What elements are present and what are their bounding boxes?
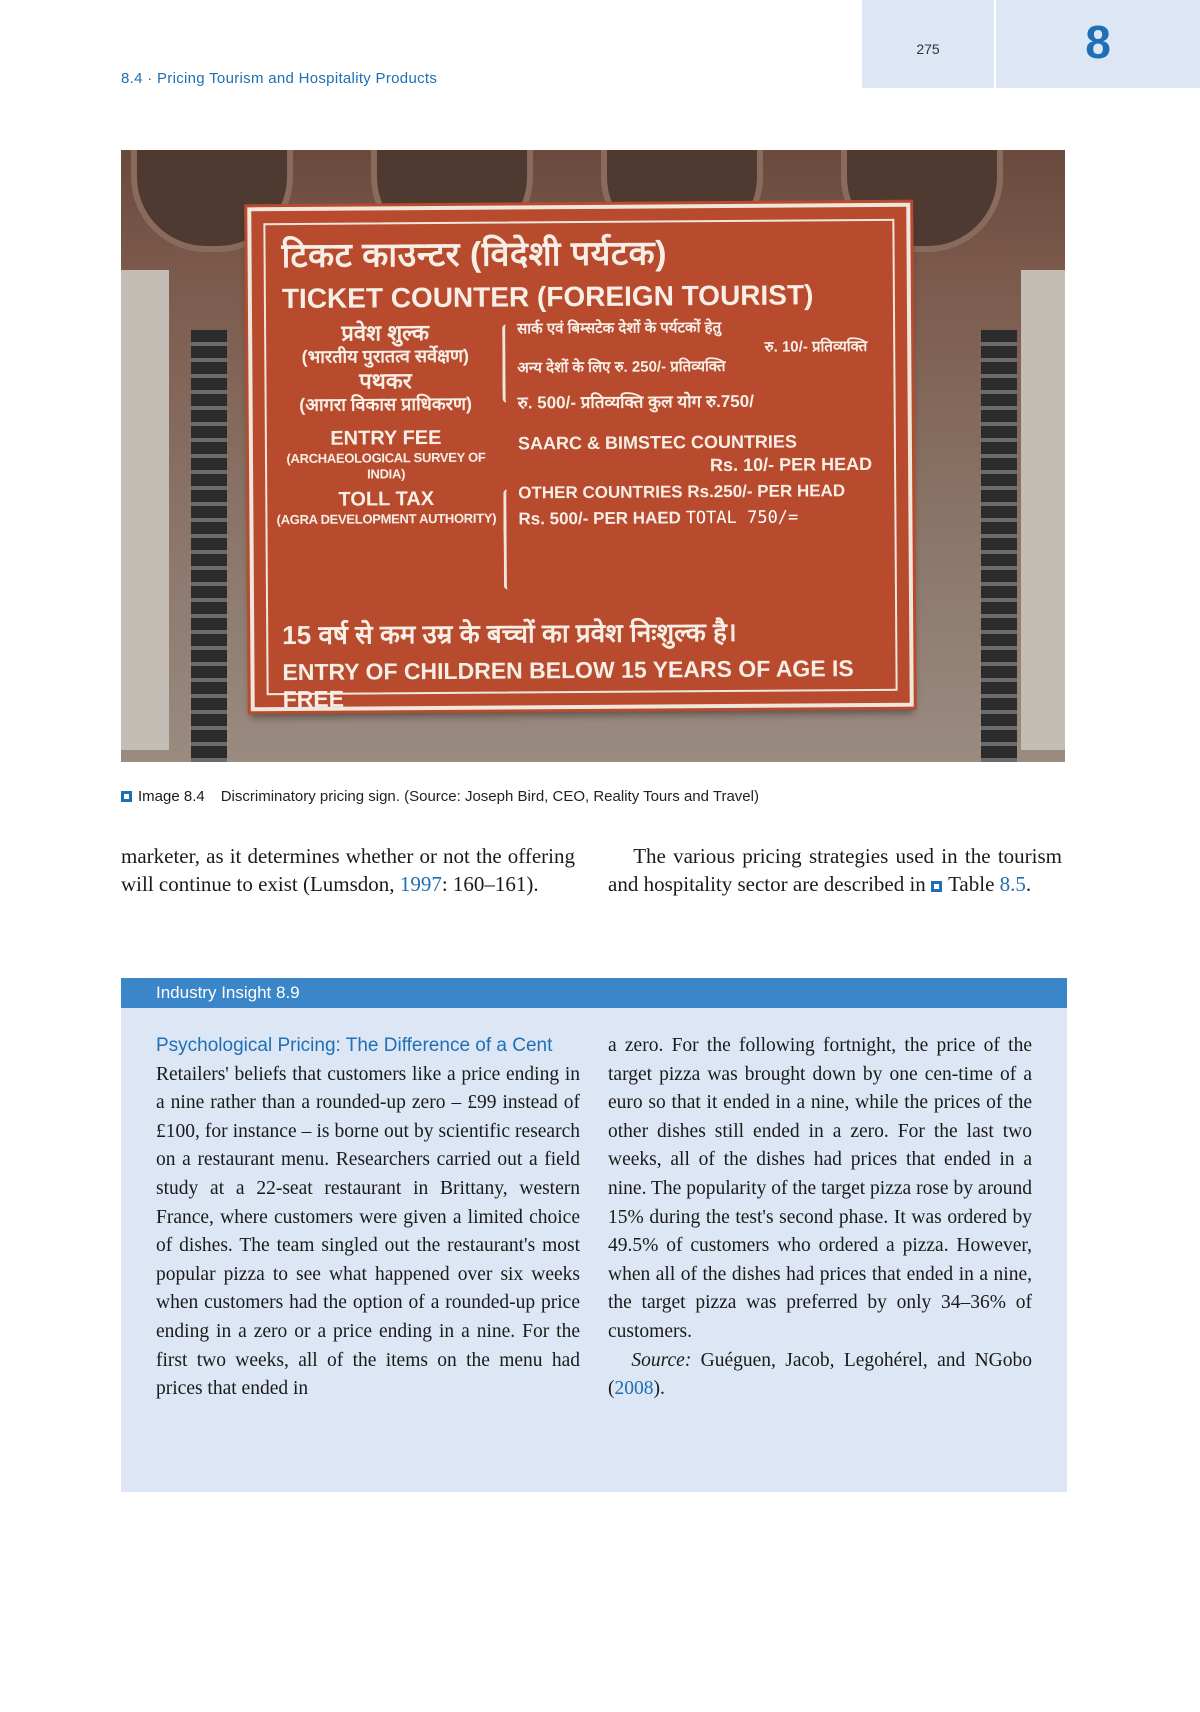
sign-text: TOLL TAX <box>338 488 435 511</box>
source-label: Source: <box>631 1349 692 1371</box>
sign-text: पथकर <box>359 368 412 394</box>
sign-hindi-title: टिकट काउन्टर (विदेशी पर्यटक) <box>281 234 668 276</box>
chapter-number: 8 <box>996 0 1200 88</box>
source-end: ). <box>653 1378 665 1400</box>
sign-text: प्रवेश शुल्क <box>341 320 430 346</box>
insight-source <box>608 1347 1032 1404</box>
sign-title: TICKET COUNTER (FOREIGN TOURIST) <box>281 279 814 315</box>
table-link[interactable]: 8.5 <box>999 872 1026 896</box>
source-link[interactable]: 2008 <box>614 1378 654 1400</box>
sign-text: (ARCHAEOLOGICAL SURVEY OF INDIA) <box>286 449 486 482</box>
page-number: 275 <box>862 0 994 88</box>
sign-text: रु. 10/- प्रतिव्यक्ति <box>764 337 868 356</box>
insight-header-bar: Industry Insight 8.9 <box>121 978 1067 1008</box>
sign-text: Rs. 500/- PER HAED <box>518 508 681 529</box>
sign-photo <box>121 150 1065 762</box>
insight-paragraph: a zero. For the following fortnight, the price of the target pizza was brought down by one cen-time of a euro so that it ended in a nine, while the prices of the other dishes still ended in a zero. For the last two weeks, all of the dishes had prices that ended in a nine. The popularity of the target pizza rose by around 15% during the test's second phase. It was ordered by 49.5% of customers who ordered a pizza. However, when all of the dishes had prices that ended in a nine, the target pizza was preferred by only 34–36% of customers. <box>608 1035 1032 1342</box>
insight-title: Psychological Pricing: The Difference of a Cent <box>156 1035 553 1056</box>
ticket-sign <box>247 203 914 712</box>
table-word: Table <box>948 872 995 896</box>
caption-square-icon <box>121 791 132 802</box>
table-square-icon <box>931 881 942 892</box>
window-grille <box>981 330 1017 762</box>
sign-text: अन्य देशों के लिए रु. 250/- प्रतिव्यक्ति <box>517 357 726 377</box>
body-column-right <box>608 842 1062 898</box>
pillar <box>1021 270 1065 750</box>
insight-box <box>121 1008 1067 1492</box>
body-text: The various pricing strategies used in the tourism and hospitality sector are described in <box>608 844 1062 896</box>
insight-column-right <box>608 1032 1032 1404</box>
body-text: : 160–161). <box>441 872 539 896</box>
sign-left-column <box>270 320 501 528</box>
brace-shape <box>502 324 512 402</box>
source-text: Guéguen, Jacob, Legohérel, and NGobo ( <box>608 1349 1032 1400</box>
sign-text: रु. 500/- प्रतिव्यक्ति कुल योग रु.750/ <box>517 391 754 412</box>
image-caption <box>121 788 759 805</box>
pillar <box>121 270 169 750</box>
sign-text: OTHER COUNTRIES Rs.250/- PER HEAD <box>518 481 846 503</box>
sign-text: (आगरा विकास प्राधिकरण) <box>299 394 473 416</box>
sign-text: ENTRY FEE <box>330 426 442 450</box>
body-text: marketer, as it determines whether or not the offering will continue to exist (Lumsdon, <box>121 844 575 896</box>
caption-label: Image 8.4 <box>138 788 205 805</box>
sign-bottom: ENTRY OF CHILDREN BELOW 15 YEARS OF AGE IS FREE <box>282 655 854 713</box>
sign-text <box>518 506 878 531</box>
sign-text: (AGRA DEVELOPMENT AUTHORITY) <box>276 510 497 528</box>
sign-right-column <box>517 317 878 531</box>
sign-text: सार्क एवं बिम्सटेक देशों के पर्यटकों हेतु <box>517 319 722 338</box>
insight-paragraph: Retailers' beliefs that customers like a price ending in a nine rather than a rounded-up zero – £99 instead of £100, for instance – is borne out by scientific research on a restaurant menu. Researchers carried out a field study at a 22-seat restaurant in Brittany, western France, where customers were given a limited choice of dishes. The team singled out the restaurant's most popular pizza to see what happened over six weeks when customers had the option of a rounded-up price ending in a zero or a price ending in a nine. For the first two weeks, all of the items on the menu had prices that ended in <box>156 1063 580 1400</box>
sign-text: (भारतीय पुरातत्व सर्वेक्षण) <box>301 346 470 368</box>
sign-text: SAARC & BIMSTEC COUNTRIES <box>517 431 797 454</box>
sign-text: Rs. 10/- PER HEAD <box>709 453 873 476</box>
caption-text: Discriminatory pricing sign. (Source: Joseph Bird, CEO, Reality Tours and Travel) <box>220 788 759 805</box>
sign-hindi-bottom: 15 वर्ष से कम उम्र के बच्चों का प्रवेश निःशुल्क है। <box>282 616 737 651</box>
body-column-left <box>121 842 575 898</box>
insight-column-left <box>156 1032 580 1404</box>
handwritten-total: TOTAL 750/= <box>685 507 799 529</box>
window-grille <box>191 330 227 762</box>
running-header: 8.4 · Pricing Tourism and Hospitality Products <box>121 70 438 87</box>
citation-link[interactable]: 1997 <box>399 872 442 896</box>
body-text: . <box>1025 872 1032 896</box>
brace-shape <box>503 489 513 589</box>
